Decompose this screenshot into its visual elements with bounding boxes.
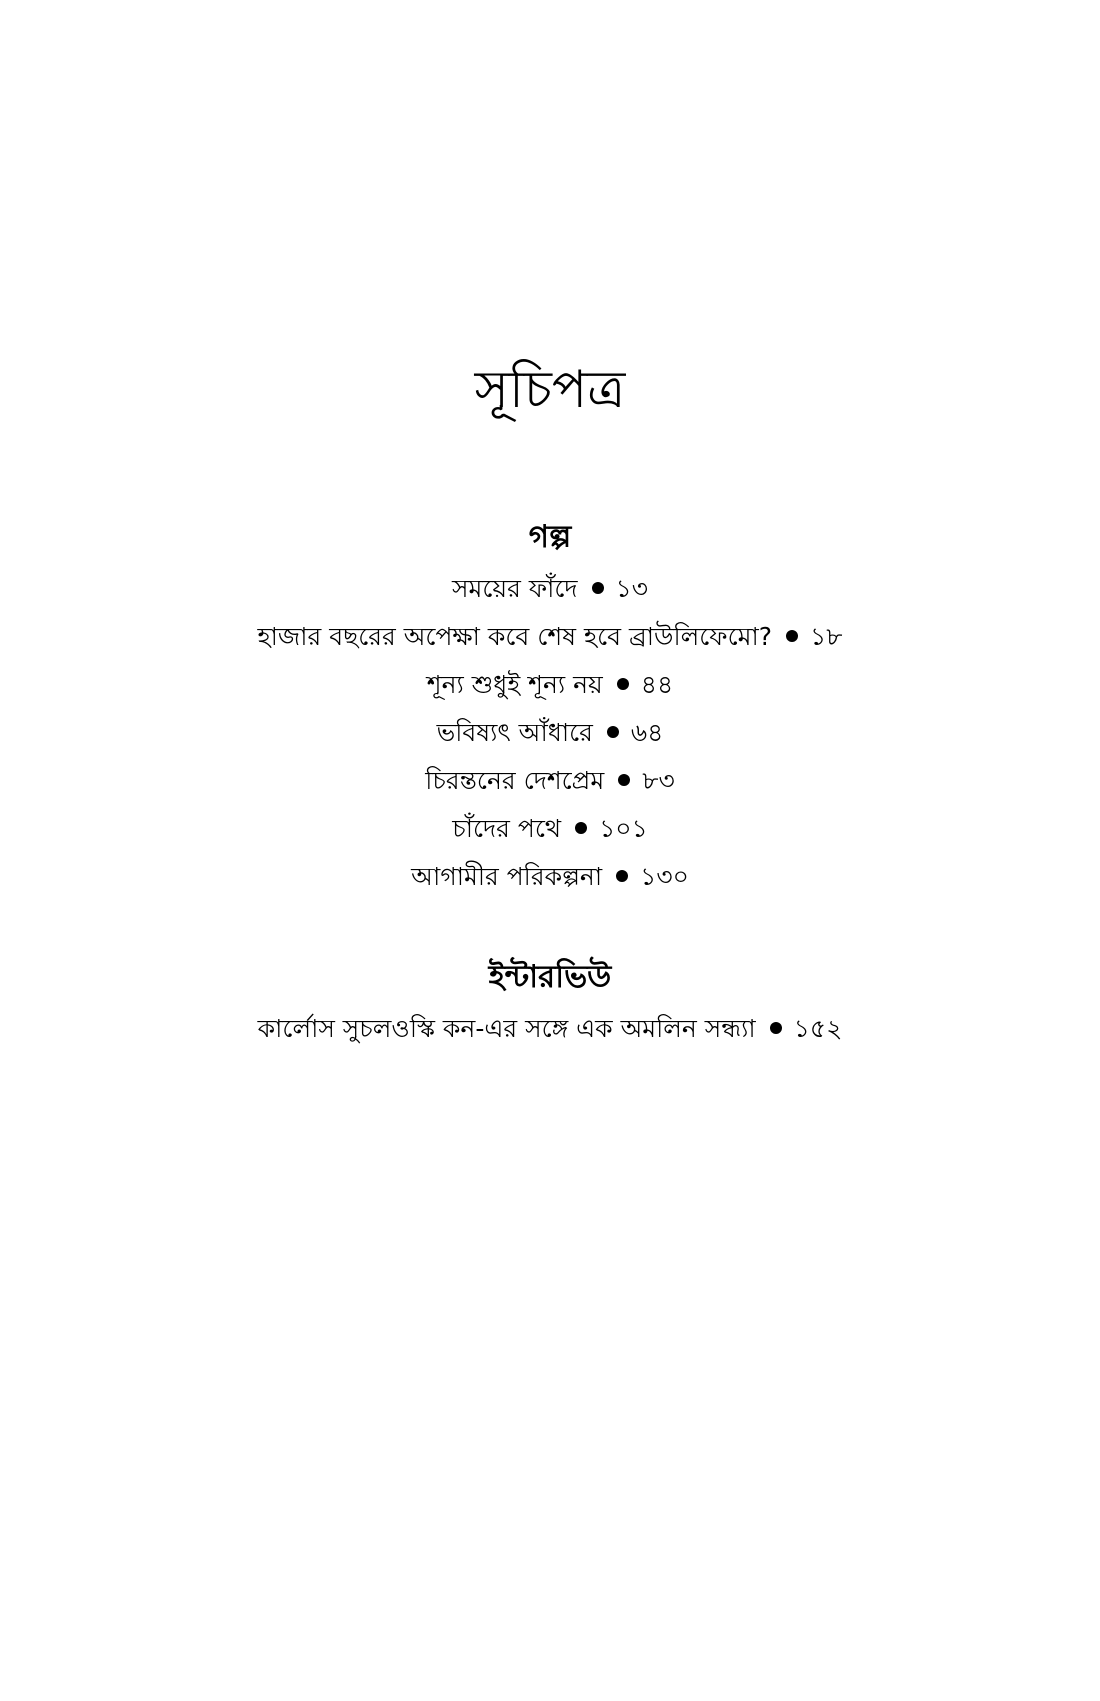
toc-entry-title: আগামীর পরিকল্পনা [411,862,603,891]
toc-list [0,1005,1100,1053]
toc-entry-title: চিরন্তনের দেশপ্রেম [425,766,605,795]
section-heading: ইন্টারভিউ [488,959,612,995]
section-interview [0,955,1100,1053]
toc-entry-page: ৪৪ [640,670,674,699]
toc-entry-title: চাঁদের পথে [452,814,562,843]
bullet-icon [786,630,798,642]
bullet-icon [770,1022,782,1034]
toc-entry-page: ১৩০ [640,862,689,891]
toc-entry-page: ৮৩ [642,766,675,795]
bullet-icon [607,726,619,738]
toc-entry [0,709,1100,757]
toc-entry-page: ১০১ [599,814,648,843]
toc-entry-title: সময়ের ফাঁদে [451,574,578,603]
toc-entry [0,613,1100,661]
toc-entry-page: ১৫২ [793,1014,843,1043]
toc-entry-title: ভবিষ্যৎ আঁধারে [436,718,593,747]
bullet-icon [616,870,628,882]
toc-entry [0,757,1100,805]
toc-entry-title: শূন্য শুধুই শূন্য নয় [426,670,603,699]
section-stories [0,515,1100,901]
page-title: সূচিপত্র [474,360,626,420]
section-heading: গল্প [528,519,572,555]
bullet-icon [592,582,604,594]
toc-list [0,565,1100,901]
bullet-icon [617,678,629,690]
toc-entry-page: ১৮ [810,622,843,651]
bullet-icon [618,774,630,786]
toc-entry [0,853,1100,901]
toc-entry [0,565,1100,613]
toc-entry [0,805,1100,853]
toc-entry-title: হাজার বছরের অপেক্ষা কবে শেষ হবে ব্রাউলিফেমো? [257,622,773,651]
toc-entry-page: ১৩ [615,574,649,603]
toc-entry [0,661,1100,709]
toc-entry-title: কার্লোস সুচলওস্কি কন-এর সঙ্গে এক অমলিন সন্ধ্যা [257,1014,756,1043]
toc-entry-page: ৬৪ [630,718,664,747]
toc-entry [0,1005,1100,1053]
bullet-icon [575,822,587,834]
